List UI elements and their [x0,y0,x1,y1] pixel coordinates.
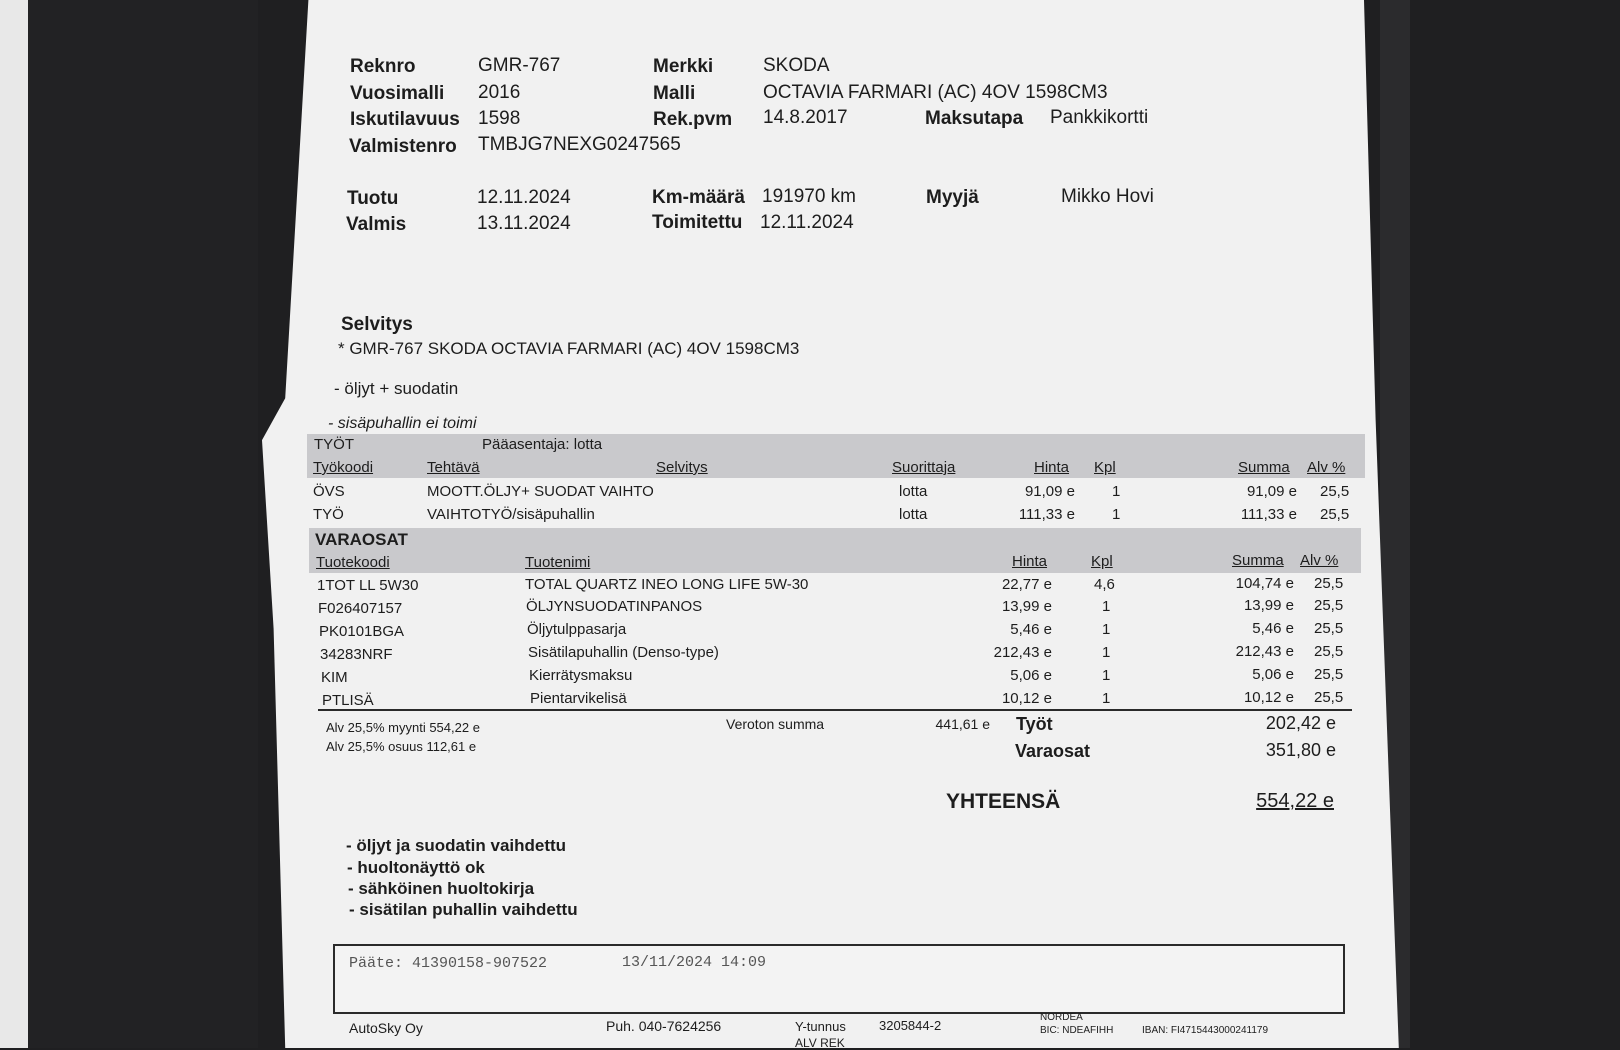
cell: ÖVS [313,483,345,500]
column-header: Tuotekoodi [316,554,390,571]
note-line: - sähköinen huoltokirja [348,879,535,898]
veroton-value: 441,61 e [935,716,990,732]
cell: 91,09 e [1024,483,1075,500]
veroton-label: Veroton summa [726,716,825,732]
cell: 25,5 [1320,483,1350,500]
cell: 1TOT LL 5W30 [317,577,419,594]
cell: 13,99 e [1001,598,1052,615]
cell: 212,43 e [1235,643,1294,660]
phone: Puh. 040-7624256 [606,1018,722,1034]
cell: 13,99 e [1243,597,1294,614]
valmistenro-label: Valmistenro [349,136,457,157]
cell: 25,5 [1320,506,1350,523]
cell: Kierrätysmaksu [529,667,633,684]
vuosimalli-value: 2016 [478,82,521,103]
alv-myynti: Alv 25,5% myynti 554,22 e [326,720,480,735]
cell: lotta [899,483,928,500]
bic-code: BIC: NDEAFIHH [1040,1025,1114,1036]
varaosat-section-label: VARAOSAT [315,530,408,549]
column-header: Tehtävä [427,459,480,476]
column-header: Kpl [1091,553,1113,570]
cell: 4,6 [1094,576,1115,593]
cell: 5,46 e [1252,620,1294,637]
cell: Sisätilapuhallin (Denso-type) [528,644,719,661]
column-header: Hinta [1034,459,1070,476]
tyot-total-value: 202,42 e [1265,713,1336,733]
maksutapa-label: Maksutapa [925,108,1024,129]
cell: 111,33 e [1240,506,1297,523]
column-header: Kpl [1094,459,1116,476]
cell: 1 [1112,483,1121,500]
cell: 25,5 [1314,689,1344,706]
note-line: - öljyt ja suodatin vaihdettu [346,836,567,855]
cell: MOOTT.ÖLJY+ SUODAT VAIHTO [427,483,654,500]
cell: TYÖ [313,506,344,523]
receipt-datetime: 13/11/2024 14:09 [622,954,767,971]
toimitettu-label: Toimitettu [652,212,743,233]
tuotu-value: 12.11.2024 [477,187,571,208]
cell: 212,43 e [993,644,1052,661]
cell: 5,06 e [1010,667,1052,684]
left-paper-edge [0,0,28,1048]
column-header: Alv % [1307,459,1346,476]
vuosimalli-label: Vuosimalli [350,83,445,104]
tuotu-label: Tuotu [347,188,399,209]
cell: lotta [899,506,928,523]
myyja-label: Myyjä [926,187,979,208]
myyja-value: Mikko Hovi [1061,186,1154,207]
cell: 22,77 e [1001,576,1052,593]
valmistenro-value: TMBJG7NEXG0247565 [478,134,681,155]
varaosat-total-label: Varaosat [1015,741,1091,761]
valmis-value: 13.11.2024 [477,213,571,234]
cell: 104,74 e [1235,575,1294,592]
malli-label: Malli [653,83,696,104]
merkki-label: Merkki [653,56,714,77]
paaasentaja-label: Pääasentaja: lotta [482,436,603,453]
ytunnus-value: 3205844-2 [879,1018,942,1033]
maksutapa-value: Pankkikortti [1050,107,1149,128]
iban: IBAN: FI4715443000241179 [1142,1025,1269,1036]
iskutilavuus-value: 1598 [478,108,521,129]
cell: 34283NRF [320,646,393,663]
bank-name: NORDEA [1040,1012,1083,1023]
reknro-value: GMR-767 [478,55,561,76]
cell: TOTAL QUARTZ INEO LONG LIFE 5W-30 [525,576,809,593]
cell: 10,12 e [1001,690,1052,707]
reknro-label: Reknro [350,56,416,77]
kmmaara-value: 191970 km [762,186,857,207]
cell: VAIHTOTYÖ/sisäpuhallin [427,506,595,523]
column-header: Alv % [1300,552,1339,569]
varaosat-header-bar [309,528,1361,573]
selvitys-line: - öljyt + suodatin [334,379,459,398]
cell: 5,06 e [1252,666,1294,683]
cell: 25,5 [1314,597,1344,614]
company-name: AutoSky Oy [349,1020,423,1036]
cell: Öljytulppasarja [527,621,627,638]
varaosat-total-value: 351,80 e [1265,740,1336,760]
note-line: - sisätilan puhallin vaihdettu [349,900,578,919]
selvitys-title: Selvitys [341,314,413,335]
cell: KIM [321,669,348,686]
note-line: - huoltonäyttö ok [347,858,485,877]
cell: 25,5 [1314,643,1344,660]
alv-osuus: Alv 25,5% osuus 112,61 e [326,739,477,754]
totals-divider [318,709,1352,711]
valmis-label: Valmis [346,214,407,235]
cell: 1 [1112,506,1121,523]
rekpvm-value: 14.8.2017 [763,107,848,128]
column-header: Tuotenimi [525,554,591,571]
cell: 1 [1102,690,1111,707]
cell: PK0101BGA [319,623,405,640]
cell: PTLISÄ [322,692,374,709]
yhteensa-value: 554,22 e [1256,790,1334,812]
column-header: Suorittaja [892,459,956,476]
rekpvm-label: Rek.pvm [653,109,733,130]
selvitys-line: * GMR-767 SKODA OCTAVIA FARMARI (AC) 4OV 1598CM3 [338,339,800,358]
ytunnus-label: Y-tunnus [795,1019,846,1034]
cell: 91,09 e [1246,483,1297,500]
iskutilavuus-label: Iskutilavuus [350,109,460,130]
merkki-value: SKODA [763,55,830,76]
selvitys-line: - sisäpuhallin ei toimi [328,415,477,432]
dark-background [28,0,258,1048]
column-header: Työkoodi [313,459,374,476]
paate-text: Pääte: 41390158-907522 [349,955,548,972]
tyot-total-label: Työt [1016,714,1053,734]
cell: 5,46 e [1010,621,1052,638]
yhteensa-label: YHTEENSÄ [946,790,1061,813]
cell: 1 [1102,667,1111,684]
cell: 1 [1102,644,1111,661]
payment-receipt-box [333,944,1345,1014]
tyot-section-label: TYÖT [314,436,354,453]
cell: Pientarvikelisä [530,690,627,707]
column-header: Selvitys [656,459,708,476]
malli-value: OCTAVIA FARMARI (AC) 4OV 1598CM3 [763,82,1108,103]
cell: 111,33 e [1018,506,1075,523]
cell: 1 [1102,621,1111,638]
toimitettu-value: 12.11.2024 [760,212,854,233]
cell: 25,5 [1314,575,1344,592]
cell: F026407157 [318,600,403,617]
alvrek-label: ALV REK [795,1036,845,1050]
column-header: Summa [1238,459,1290,476]
column-header: Summa [1232,552,1284,569]
kmmaara-label: Km-määrä [652,187,745,208]
cell: 1 [1102,598,1111,615]
cell: ÖLJYNSUODATINPANOS [526,598,703,615]
cell: 25,5 [1314,666,1344,683]
cell: 10,12 e [1243,689,1294,706]
cell: 25,5 [1314,620,1344,637]
column-header: Hinta [1012,553,1048,570]
